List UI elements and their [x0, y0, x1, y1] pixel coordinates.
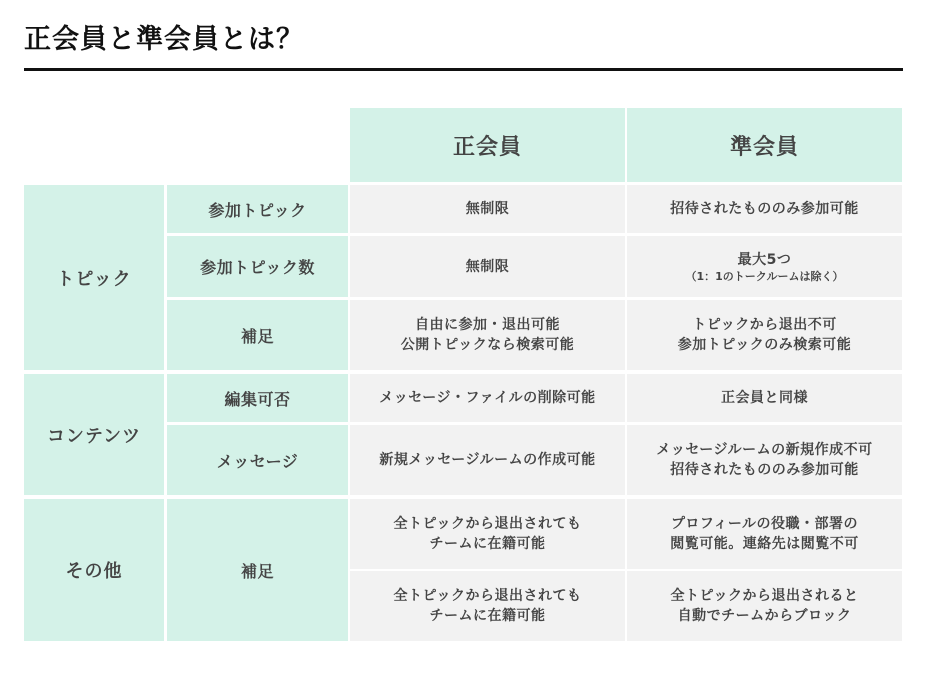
cell-associate	[627, 499, 902, 569]
cell-text: チームに在籍可能	[429, 536, 546, 552]
cell-text: チームに在籍可能	[429, 608, 546, 624]
row-label: 補足	[167, 499, 348, 641]
column-header-associate: 準会員	[627, 108, 902, 182]
cell-text: 無制限	[465, 201, 510, 217]
cell-text: 自動でチームからブロック	[677, 608, 852, 624]
row-label: 参加トピック	[167, 185, 348, 233]
cell-text: 全トピックから退出されると	[670, 588, 859, 604]
title-underline	[24, 68, 903, 71]
cell-regular	[350, 300, 625, 370]
cell-text: メッセージルームの新規作成不可	[656, 442, 873, 458]
page-title: 正会員と準会員とは？	[24, 24, 304, 55]
row-label: 補足	[167, 300, 348, 370]
cell-text: メッセージ・ファイルの削除可能	[379, 390, 596, 406]
cell-text: プロフィールの役職・部署の	[670, 516, 859, 532]
cell-text: 自由に参加・退出可能	[414, 317, 560, 333]
row-label: 編集可否	[167, 374, 348, 422]
cell-text: 無制限	[465, 258, 510, 275]
group-other: その他	[24, 499, 164, 641]
cell-text: 最大5つ	[737, 251, 792, 268]
cell-associate	[627, 571, 902, 641]
row-label: メッセージ	[167, 425, 348, 495]
cell-associate	[627, 374, 902, 422]
column-header-regular: 正会員	[350, 108, 625, 182]
cell-text: 参加トピックのみ検索可能	[677, 337, 852, 353]
cell-regular	[350, 185, 625, 233]
cell-text: 正会員と同様	[721, 390, 808, 406]
cell-regular	[350, 374, 625, 422]
group-topic: トピック	[24, 185, 164, 370]
cell-text: 招待されたもののみ参加可能	[670, 462, 859, 478]
cell-text: 新規メッセージルームの作成可能	[379, 452, 596, 468]
cell-regular	[350, 571, 625, 641]
cell-associate	[627, 300, 902, 370]
cell-regular	[350, 499, 625, 569]
cell-text: 公開トピックなら検索可能	[400, 337, 575, 353]
cell-text: 招待されたもののみ参加可能	[670, 201, 859, 217]
row-label: 参加トピック数	[167, 236, 348, 297]
cell-regular	[350, 236, 625, 297]
cell-associate	[627, 236, 902, 297]
cell-text: トピックから退出不可	[692, 317, 837, 333]
group-content: コンテンツ	[24, 374, 164, 495]
cell-note: （1：1のトークルームは除く）	[685, 269, 844, 283]
cell-text: 閲覧可能。連絡先は閲覧不可	[670, 536, 859, 552]
cell-associate	[627, 425, 902, 495]
cell-text: 全トピックから退出されても	[393, 588, 582, 604]
cell-associate	[627, 185, 902, 233]
cell-regular	[350, 425, 625, 495]
cell-text: 全トピックから退出されても	[393, 516, 582, 532]
